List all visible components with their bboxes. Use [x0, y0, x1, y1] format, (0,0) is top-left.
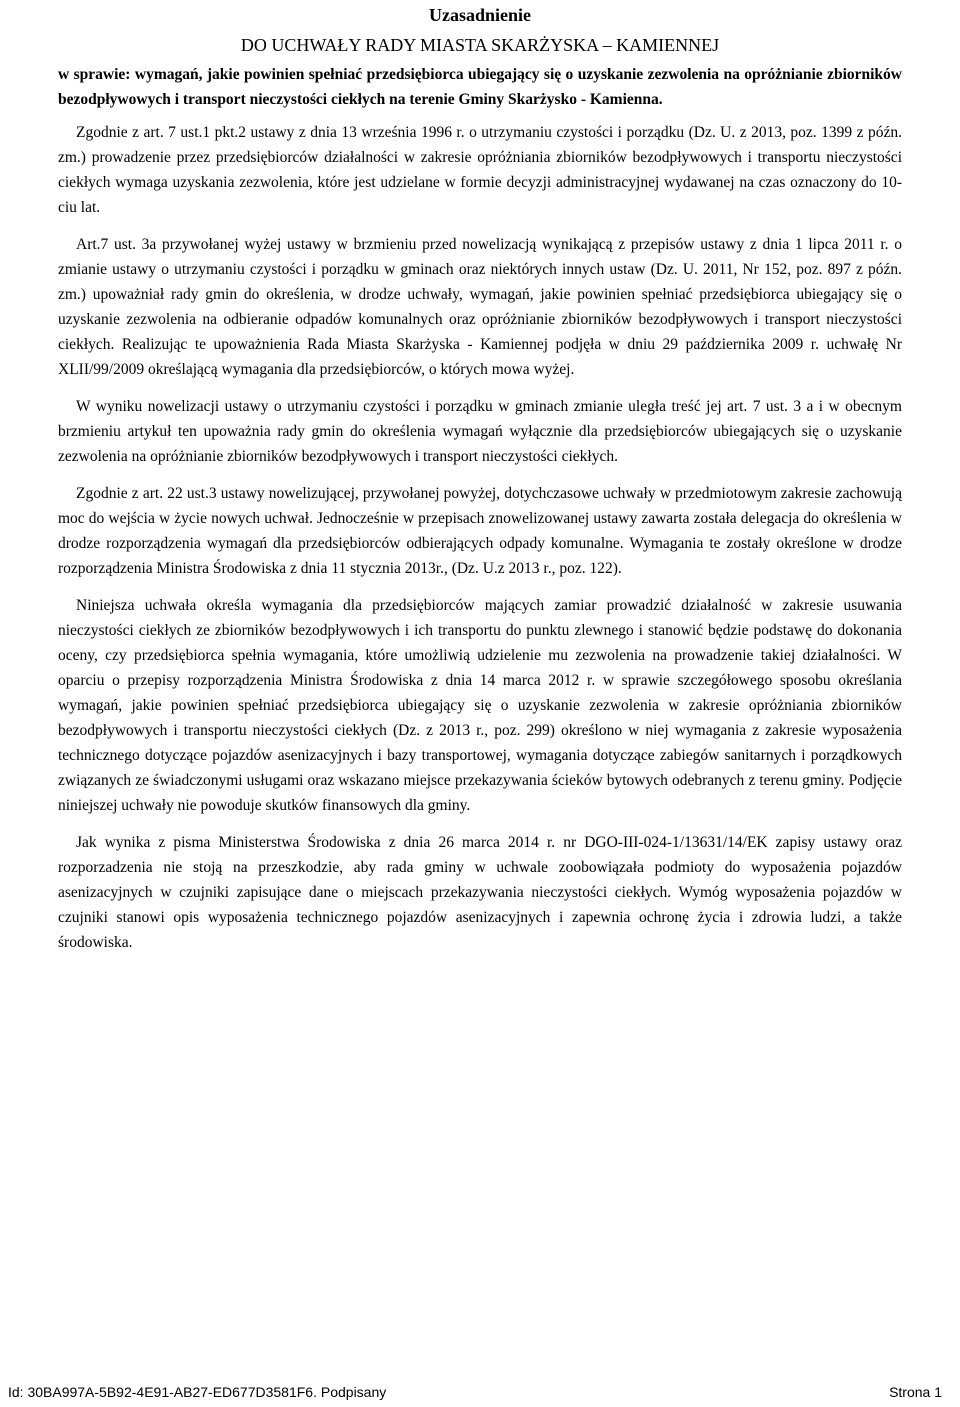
paragraph-3: W wyniku nowelizacji ustawy o utrzymaniu czystości i porządku w gminach zmianie uległa treść jej art. 7 ust. 3 a i w obecnym brzmieniu artykuł ten upoważnia rady gmin do określenia wymagań wyłącznie dla przedsiębiorców ubiegających się o uzyskanie zezwolenia na opróżnianie zbiorników bezodpływowych i transport nieczystości ciekłych. — [58, 398, 902, 465]
paragraph-4: Zgodnie z art. 22 ust.3 ustawy nowelizującej, przywołanej powyżej, dotychczasowe uchwały w przedmiotowym zakresie zachowują moc do wejścia w życie nowych uchwał. Jednocześnie w przepisach znowelizowanej ustawy zawarta została delegacja do określenia w drodze rozporządzenia wymagań dla przedsiębiorców odbierających odpady komunalne. Wymagania te zostały określone w drodze rozporządzenia Ministra Środowiska z dnia 11 stycznia 2013r., (Dz. U.z 2013 r., poz. 122). — [58, 485, 902, 577]
paragraph-5: Niniejsza uchwała określa wymagania dla przedsiębiorców mających zamiar prowadzić działalność w zakresie usuwania nieczystości ciekłych ze zbiorników bezodpływowych i ich transportu do punktu zlewnego i stanowić będzie podstawę do dokonania oceny, czy przedsiębiorca spełnia wymagania, które umożliwią udzielenie mu zezwolenia na prowadzenie takiej działalności. W oparciu o przepisy rozporządzenia Ministra Środowiska z dnia 14 marca 2012 r. w sprawie szczegółowego sposobu określania wymagań, jakie powinien spełniać przedsiębiorca ubiegający się o uzyskanie zezwolenia w zakresie opróżniania zbiorników bezodpływowych i transportu nieczystości ciekłych (Dz. z 2013 r., poz. 299) określono w niej wymagania z zakresie wyposażenia technicznego dotyczące pojazdów asenizacyjnych i bazy transportowej, wymagania dotyczące zabiegów sanitarnych i porządkowych związanych ze świadczonymi usługami oraz wskazano miejsce przekazywania ścieków bytowych odebranych z terenu gminy. Podjęcie niniejszej uchwały nie powoduje skutków finansowych dla gminy. — [58, 597, 902, 814]
document-heading: DO UCHWAŁY RADY MIASTA SKARŻYSKA – KAMIENNEJ — [240, 35, 720, 55]
footer-page-number: Strona 1 — [889, 1384, 942, 1400]
paragraph-2: Art.7 ust. 3a przywołanej wyżej ustawy w brzmieniu przed nowelizacją wynikającą z przepisów ustawy z dnia 1 lipca 2011 r. o zmianie ustawy o utrzymaniu czystości i porządku w gminach oraz niektórych innych ustaw (Dz. U. 2011, Nr 152, poz. 897 z późn. zm.) upoważniał rady gmin do określenia, w drodze uchwały, wymagań, jakie powinien spełniać przedsiębiorca ubiegający się o uzyskanie zezwolenia na odbieranie odpadów komunalnych oraz opróżnianie zbiorników bezodpływowych i transport nieczystości ciekłych. Realizując te upoważnienia Rada Miasta Skarżyska - Kamiennej podjęła w dniu 29 października 2009 r. uchwałę Nr XLII/99/2009 określającą wymagania dla przedsiębiorców, o których mowa wyżej. — [58, 236, 902, 378]
document-subject: w sprawie: wymagań, jakie powinien spełniać przedsiębiorca ubiegający się o uzyskanie zezwolenia na opróżnianie zbiorników bezodpływowych i transport nieczystości ciekłych na terenie Gminy Skarżysko - Kamienna. — [58, 66, 902, 108]
document-title: Uzasadnienie — [428, 5, 531, 25]
paragraph-1: Zgodnie z art. 7 ust.1 pkt.2 ustawy z dnia 13 września 1996 r. o utrzymaniu czystości i porządku (Dz. U. z 2013, poz. 1399 z późn. zm.) prowadzenie przez przedsiębiorców działalności w zakresie opróżniania zbiorników bezodpływowych i transportu nieczystości ciekłych wymaga uzyskania zezwolenia, które jest udzielane w formie decyzji administracyjnej wydawanej na czas oznaczony do 10-ciu lat. — [58, 124, 902, 216]
paragraph-6: Jak wynika z pisma Ministerstwa Środowiska z dnia 26 marca 2014 r. nr DGO-III-024-1/13631/14/EK zapisy ustawy oraz rozporzadzenia nie stoją na przeszkodzie, aby rada gminy w uchwale zoobowiązała podmioty do wyposażenia pojazdów asenizacyjnych w czujniki zapisujące dane o miejscach przekazywania nieczystości ciekłych. Wymóg wyposażenia pojazdów w czujniki stanowi opis wyposażenia technicznego pojazdów asenizacyjnych i zapewnia ochronę życia i zdrowia ludzi, a także środowiska. — [58, 834, 902, 951]
document-page — [58, 0, 902, 955]
footer-document-id: Id: 30BA997A-5B92-4E91-AB27-ED677D3581F6. Podpisany — [8, 1384, 387, 1400]
